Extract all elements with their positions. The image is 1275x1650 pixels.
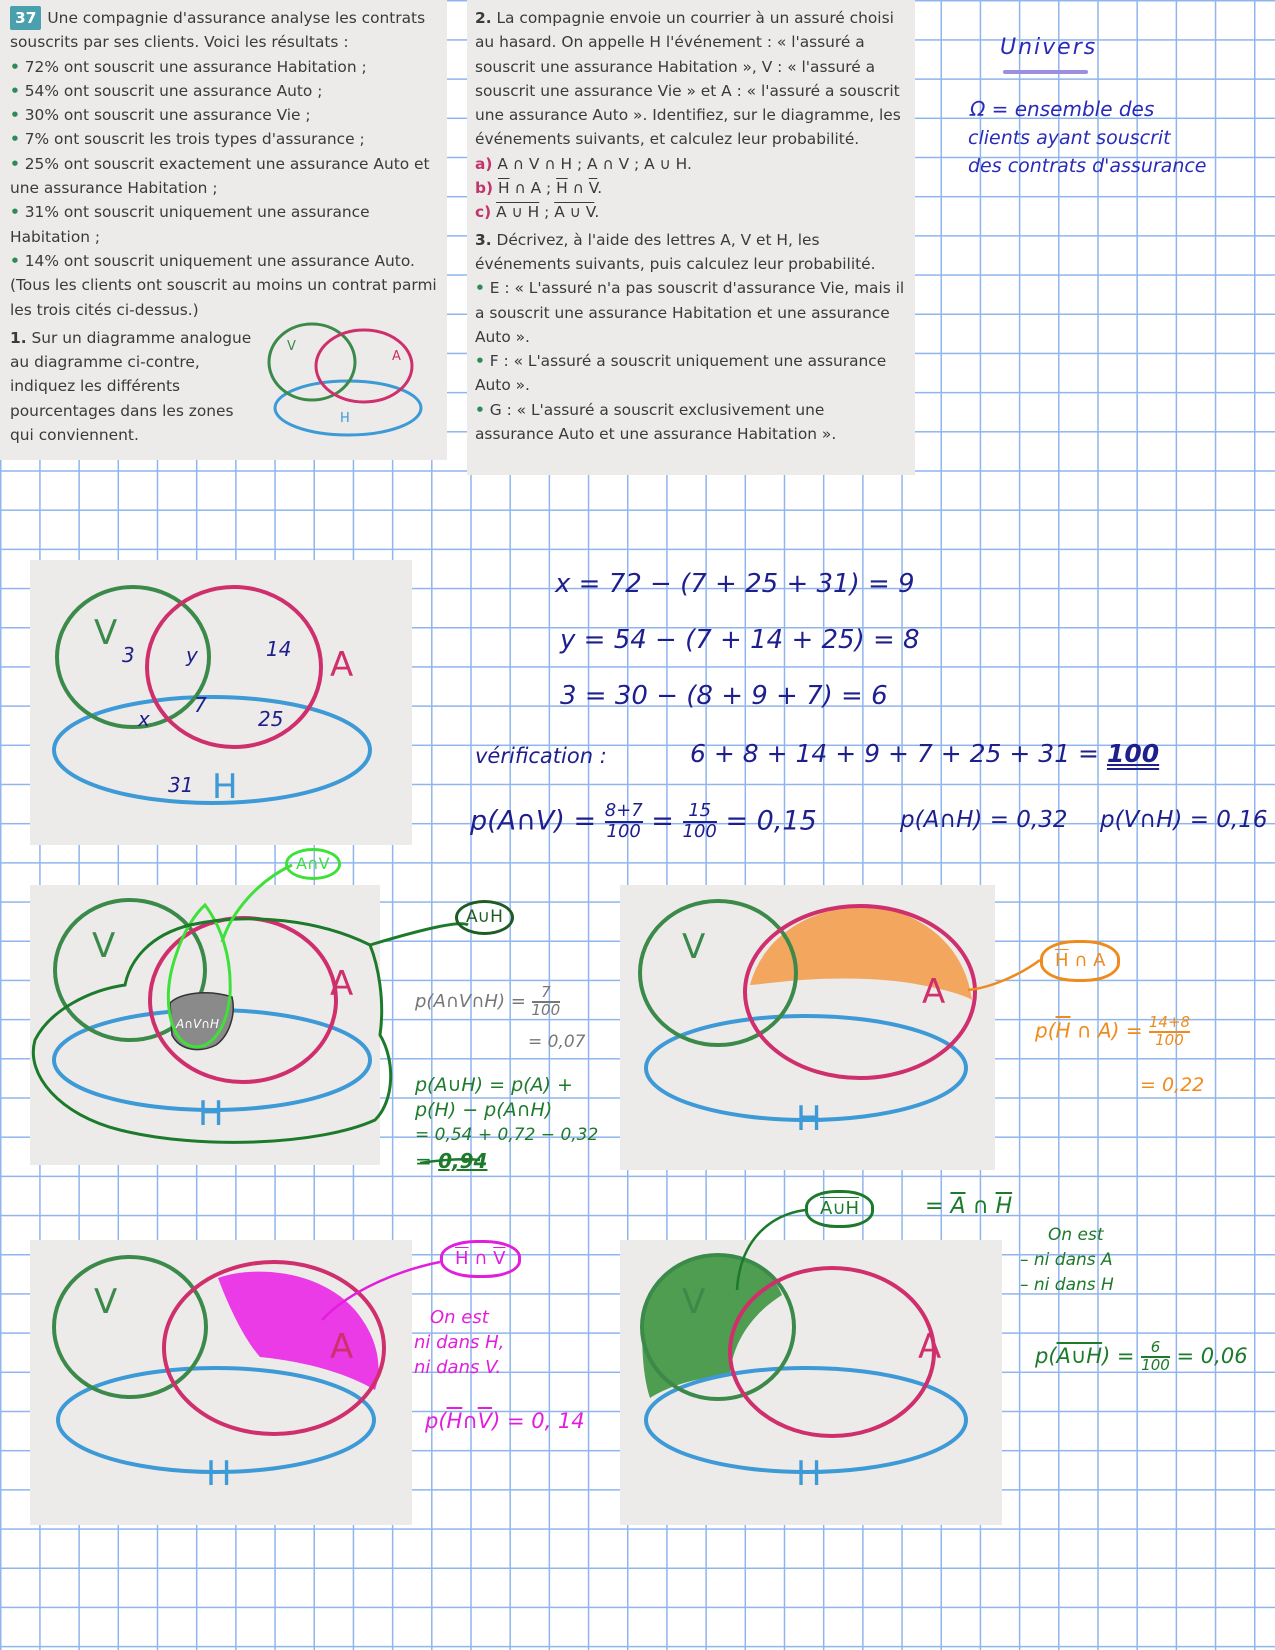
venn1-value-only-v: 3 [122,643,135,667]
venn2-a-label: A [330,964,354,1004]
p-auh-line-1: p(A∪H) = p(A) + [415,1074,573,1096]
bullet-5: 25% ont souscrit exactement une assurance Auto et une assurance Habitation ; [10,154,430,198]
p-auh-bar-lead: p( [1035,1343,1057,1368]
venn3-v-label: V [682,927,706,967]
p-hnv-tail: ) = 0, 14 [492,1409,585,1433]
p-avh-den: 100 [531,1000,561,1019]
small-venn-v-label: V [287,339,296,354]
bubble-hnv-mid: ∩ [468,1248,494,1269]
exercise-note: (Tous les clients ont souscrit au moins un contrat parmi les trois cités ci-dessus.) [10,276,437,319]
verification-sum [690,740,1159,768]
venn2-zone-avh: A∩V∩H [176,1017,220,1031]
bullet-7: 14% ont souscrit uniquement une assurance Auto. [24,251,415,270]
hnv-note-2: ni dans H, [414,1332,505,1353]
omega-line-1: Ω = ensemble des [970,97,1155,121]
q2c-auh-bar: A ∪ H [496,203,540,222]
verification-total: 100 [1106,739,1160,768]
auh-note-2: – ni dans A [1020,1250,1113,1270]
bubble-a-inter-v: A∩V [285,848,341,880]
q2c-label: c) [475,203,492,222]
bubble-hnv-h: $\overline{H}$ [455,1248,469,1269]
p-auh-line-2: p(H) − p(A∩H) [415,1099,553,1121]
bubble-hna-h: $\overline{H}$ [1055,950,1069,971]
q2c-end: . [594,203,600,222]
bubble-a-union-h-bar [805,1190,874,1228]
bullet-3: 30% ont souscrit une assurance Vie ; [24,106,311,125]
p-a-inter-v: p(A∩V) = $\frac{8+7}{100}$ = $\frac{15}{100}$ = 0,15 [470,800,817,842]
bubble-hna-rest: ∩ A [1068,950,1106,971]
q3-item-g: G : « L'assuré a souscrit exclusivement une assurance Auto et une assurance Habitation ». [475,400,837,444]
bullet-6: 31% ont souscrit uniquement une assurance Habitation ; [10,203,370,246]
p-avh-num: 7 [532,985,561,1003]
q2c-sep: ; [539,203,555,222]
venn1-value-vh: x [138,707,150,731]
venn1-value-only-h: 31 [168,773,194,797]
omega-line-2: clients ayant souscrit [968,127,1171,149]
p-avh-left: p(A∩V∩H) = [415,990,532,1012]
venn1-value-vah: 7 [194,693,207,717]
q2b-part2: ∩ [567,179,589,198]
p-auh-line-4: = 0,94 [415,1149,488,1173]
venn1-a-label: A [330,645,354,685]
hnv-note-3: ni dans V. [414,1357,502,1378]
p-auh-bar-num: 6 [1141,1340,1170,1358]
auh-note-1: On est [1048,1225,1104,1245]
equation-x: x = 72 − (7 + 25 + 31) = 9 [555,569,915,599]
venn1-value-va: y [186,643,198,667]
p-auh-bar-result: = 0,06 [1176,1343,1248,1368]
p-hna-lead: p( [1035,1018,1056,1043]
p-av-frac2-den: 100 [682,820,717,842]
p-auh-result: 0,94 [438,1149,488,1173]
q2-text: La compagnie envoie un courrier à un assuré choisi au hasard. On appelle H l'événement : « l'assuré a souscrit une assurance Habitation », V : « l'assuré a souscrit une assurance Vie » et A : « l'assuré a souscrit une assurance Auto ». Identifiez, sur le diagramme, les événements suivants, et calculez leur probabilité. [475,9,901,149]
p-a-union-h-bar [1035,1340,1248,1374]
p-hnv-mid: ∩ [462,1409,478,1433]
eq-bar-h: $\overline{H}$ [995,1194,1013,1219]
venn-panel-magenta [30,1240,412,1525]
small-venn-a-label: A [392,349,401,364]
q2b-v-bar: $\overline{V}$ [588,179,598,198]
p-auh-bar-in: A∪H [1056,1343,1103,1368]
q3-item-f: F : « L'assuré a souscrit uniquement une assurance Auto ». [475,352,887,395]
bubble-h-bar-inter-v-bar [440,1240,521,1278]
q2b-h-bar: $\overline{H}$ [497,179,510,198]
exercise-number: 37 [10,6,41,30]
bubble-a-union-h: A∪H [455,900,514,935]
small-venn-h-label: H [340,411,350,426]
venn-panel-values [30,560,412,845]
p-av-result: = 0,15 [725,805,817,837]
q2b-end: . [597,179,603,198]
textbook-venn-small [0,0,447,460]
p-auh-line-3: = 0,54 + 0,72 − 0,32 [415,1125,599,1145]
textbook-right-panel: 2. La compagnie envoie un courrier à un assuré choisi au hasard. On appelle H l'événement : « l'assuré a souscrit une assurance Habitation », V : « l'assuré a souscrit une assurance Vie » et A : « l'assuré a souscrit une assurance Auto ». Identifiez, sur le diagramme, les événements suivants, et calculez leur probabilité. a) A ∩ V ∩ H ; A ∩ V ; A ∪ H. b) $\overline{H}$ ∩ A ; $\overline{H}$ ∩ $\overline{V}$. c) A ∪ H ; A ∪ V. 3. Décrivez, à l'aide des lettres A, V et H, les événements suivants, puis calculez leur probabilité. • E : « L'assuré n'a pas souscrit d'assurance Vie, mais il a souscrit une assurance Habitation et une assurance Auto ». • F : « L'assuré a souscrit uniquement une assurance Auto ». • G : « L'assuré a souscrit exclusivement une assurance Auto et une assurance Habitation ». [467,0,915,475]
p-hna-den: 100 [1155,1030,1184,1049]
bubble-auh-bar-text: A∪H [820,1198,860,1219]
q2c-auv-bar: A ∪ V [554,203,595,222]
p-av-frac1-den: 100 [606,820,641,842]
venn-panel-green [620,1240,1002,1525]
venn1-value-only-a: 14 [266,637,292,661]
auh-note-3: – ni dans H [1020,1275,1114,1295]
bubble-h-bar-inter-a [1040,940,1120,982]
venn2-h-label: H [198,1094,224,1134]
p-hna-tail: ∩ A) = [1070,1018,1149,1043]
equation-z: 3 = 30 − (8 + 9 + 7) = 6 [560,681,888,711]
q3-text: Décrivez, à l'aide des lettres A, V et H, les événements suivants, puis calculez leur probabilité. [475,230,876,273]
q1-number: 1. [10,328,27,347]
hnv-note-1: On est [430,1307,489,1328]
p-av-frac1-num: 8+7 [604,800,643,821]
p-avh [415,985,560,1019]
bullet-4: 7% ont souscrit les trois types d'assurance ; [24,130,365,149]
q2-number: 2. [475,9,492,27]
venn5-v-label: V [682,1282,706,1322]
equation-complement [925,1195,1012,1219]
p-hna-result: = 0,22 [1140,1074,1205,1096]
venn1-value-ah: 25 [258,707,284,731]
venn5-h-label: H [796,1454,822,1494]
venn3-h-label: H [796,1099,822,1139]
eq-bar-mid: ∩ [965,1194,996,1219]
verification-sum-text: 6 + 8 + 14 + 9 + 7 + 25 + 31 = [690,739,1107,768]
p-hnv-h: $\overline{H}$ [446,1409,463,1433]
bullet-1: 72% ont souscrit une assurance Habitation ; [24,57,367,76]
q2b-label: b) [475,179,494,198]
q2b-part1: ∩ A ; [509,179,557,198]
p-h-bar-inter-v-bar [425,1410,585,1433]
p-hna-num: 14+8 [1148,1013,1191,1031]
p-auh-bar-tail: ) = [1102,1343,1142,1368]
p-h-bar-inter-a [1035,1015,1190,1049]
venn1-v-label: V [94,613,118,653]
verification-label: vérification : [475,744,607,768]
exercise-intro: Une compagnie d'assurance analyse les contrats souscrits par ses clients. Voici les résultats : [10,9,426,52]
eq-bar-a: $\overline{A}$ [950,1194,966,1219]
venn4-a-label: A [330,1327,354,1367]
univers-title: Univers [1000,35,1098,60]
bullet-2: 54% ont souscrit une assurance Auto ; [24,81,323,100]
venn4-h-label: H [206,1454,232,1494]
omega-line-3: des contrats d'assurance [968,155,1207,177]
venn3-a-label: A [922,972,946,1012]
q1-text: Sur un diagramme analogue au diagramme ci-contre, indiquez les différents pourcentages dans les zones qui conviennent. [10,328,252,445]
textbook-left-panel: 37 Une compagnie d'assurance analyse les contrats souscrits par ses clients. Voici les résultats : • 72% ont souscrit une assurance Habitation ; • 54% ont souscrit une assurance Auto ; • 30% ont souscrit une assurance Vie ; • 7% ont souscrit les trois types d'assurance ; • 25% ont souscrit exactement une assurance Auto et une assurance Habitation ; • 31% ont souscrit uniquement une assurance Habitation ; • 14% ont souscrit uniquement une assurance Auto. (Tous les clients ont souscrit au moins un contrat parmi les trois cités ci-dessus.) 1. Sur un diagramme analogue au diagramme ci-contre, indiquez les différents pourcentages dans les zones qui conviennent. V A H [0,0,447,460]
p-a-inter-h: p(A∩H) = 0,32 [900,807,1068,833]
p-avh-result: = 0,07 [528,1032,586,1052]
venn-panel-orange [620,885,995,1170]
q2a-label: a) [475,154,493,173]
q2b-h-bar-2: $\overline{H}$ [556,179,568,198]
p-hna-h: $\overline{H}$ [1055,1018,1071,1043]
p-hnv-v: $\overline{V}$ [477,1409,493,1433]
p-v-inter-h: p(V∩H) = 0,16 [1100,807,1268,833]
p-auh-bar-den: 100 [1141,1355,1170,1374]
venn4-v-label: V [94,1282,118,1322]
venn2-v-label: V [92,926,116,966]
q2a-text: A ∩ V ∩ H ; A ∩ V ; A ∪ H. [497,154,692,173]
venn1-h-label: H [212,767,238,807]
q3-number: 3. [475,230,492,249]
q3-item-e: E : « L'assuré n'a pas souscrit d'assurance Vie, mais il a souscrit une assurance Habitation et une assurance Auto ». [475,279,905,346]
p-av-left: p(A∩V) = [470,805,605,837]
venn-panel-union [30,885,380,1165]
venn5-a-label: A [918,1327,942,1367]
univers-underline [1003,70,1088,74]
p-hnv-lead: p( [425,1409,447,1433]
equation-y: y = 54 − (7 + 14 + 25) = 8 [560,625,920,655]
p-av-frac2-num: 15 [683,802,717,823]
bubble-hnv-v: $\overline{V}$ [493,1248,506,1269]
eq-bar-lead: = [925,1194,951,1219]
